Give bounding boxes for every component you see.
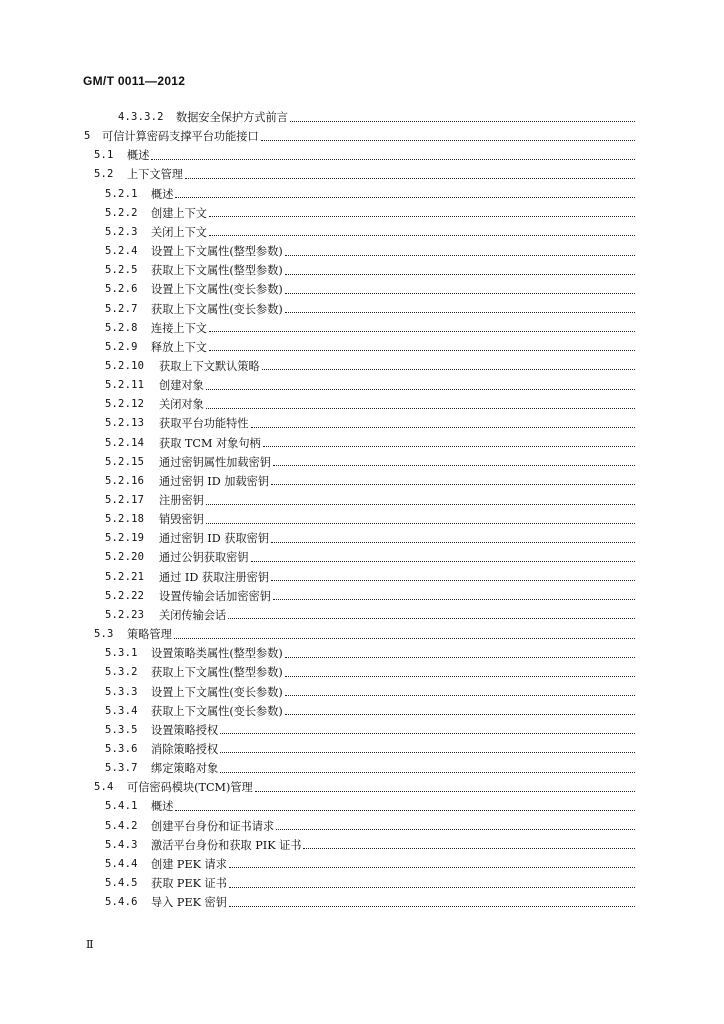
toc-entry[interactable] [105,357,635,376]
toc-entry-number: 5.2.5 [105,264,138,277]
toc-entry-title: 创建平台身份和证书请求 [151,819,275,833]
toc-dot-leader [285,694,635,696]
toc-dot-leader [175,809,635,811]
toc-entry-title: 通过 ID 获取注册密钥 [159,570,270,584]
toc-entry-number: 5.2.19 [105,532,145,545]
toc-entry[interactable] [94,165,635,184]
toc-entry-title: 设置上下文属性(变长参数) [151,685,283,699]
toc-entry-title: 设置上下文属性(整型参数) [151,245,283,259]
toc-entry-title: 概述 [151,187,174,201]
toc-entry[interactable] [118,108,635,127]
toc-entry[interactable] [105,414,635,433]
toc-entry-title: 获取平台功能特性 [159,417,249,431]
toc-entry[interactable] [105,434,635,453]
toc-entry[interactable] [105,568,635,587]
toc-entry-number: 5.2.6 [105,283,138,296]
toc-entry-number: 5.3.3 [105,685,138,698]
toc-entry[interactable] [105,223,635,242]
toc-entry-title: 创建 PEK 请求 [151,857,227,871]
toc-entry-title: 获取上下文属性(变长参数) [151,704,283,718]
toc-entry[interactable] [105,242,635,261]
toc-entry-number: 5.4.6 [105,896,138,909]
toc-dot-leader [220,771,635,773]
toc-dot-leader [229,905,635,907]
toc-entry[interactable] [105,874,635,893]
toc-entry-title: 获取上下文属性(变长参数) [151,302,283,316]
document-code: GM/T 0011—2012 [83,74,186,88]
toc-dot-leader [261,139,635,141]
toc-entry-title: 设置传输会话加密密钥 [159,589,271,603]
toc-entry-number: 5.2.23 [105,608,145,621]
toc-dot-leader [271,541,635,543]
toc-entry[interactable] [105,510,635,529]
toc-entry-number: 5 [84,130,91,143]
toc-entry-number: 5.4 [94,781,114,794]
toc-entry[interactable] [105,529,635,548]
toc-entry-number: 5.4.5 [105,877,138,889]
toc-dot-leader [285,656,635,658]
toc-entry-title: 设置策略类属性(整型参数) [151,647,283,661]
toc-entry-title: 消除策略授权 [151,742,219,756]
toc-entry[interactable] [105,472,635,491]
toc-entry[interactable] [105,548,635,567]
toc-entry-title: 概述 [151,800,174,814]
toc-dot-leader [174,637,635,639]
toc-dot-leader [273,464,635,466]
toc-entry-number: 5.2.21 [105,570,145,583]
toc-dot-leader [290,120,635,122]
toc-entry[interactable] [105,453,635,472]
toc-dot-leader [276,828,635,830]
toc-entry-number: 5.4.3 [105,838,138,851]
toc-entry-title: 通过密钥 ID 获取密钥 [159,532,270,546]
toc-entry-title: 策略管理 [127,628,172,642]
toc-dot-leader [206,388,635,390]
toc-entry-title: 通过密钥属性加载密钥 [159,455,271,469]
toc-dot-leader [285,311,635,313]
toc-entry[interactable] [105,491,635,510]
toc-entry-number: 5.2.3 [105,225,138,238]
toc-dot-leader [175,196,635,198]
toc-entry-number: 5.3.4 [105,704,138,717]
toc-entry-number: 5.2.15 [105,455,145,468]
toc-entry[interactable] [105,817,635,836]
toc-dot-leader [229,866,635,868]
toc-entry[interactable] [105,204,635,223]
toc-entry-number: 5.2.17 [105,494,145,506]
toc-dot-leader [271,483,635,485]
toc-entry-number: 5.2.10 [105,359,145,372]
toc-entry-title: 连接上下文 [151,321,207,335]
toc-entry[interactable] [94,778,635,797]
toc-entry-number: 5.1 [94,149,114,162]
toc-dot-leader [209,234,635,236]
toc-dot-leader [209,330,635,332]
toc-entry-number: 5.4.1 [105,800,138,813]
toc-dot-leader [206,407,635,409]
toc-entry-number: 5.2.2 [105,206,138,219]
toc-entry-number: 5.4.2 [105,819,138,832]
toc-dot-leader [209,215,635,217]
toc-entry-number: 5.2.1 [105,187,138,200]
toc-entry-title: 获取上下文属性(整型参数) [151,264,283,278]
toc-entry-title: 导入 PEK 密钥 [151,896,227,910]
toc-dot-leader [229,886,635,888]
toc-dot-leader [220,751,635,753]
toc-entry-title: 可信密码模块(TCM)管理 [127,781,253,795]
toc-entry[interactable] [105,683,635,702]
toc-entry-title: 可信计算密码支撑平台功能接口 [102,130,259,144]
toc-entry-title: 创建对象 [159,379,204,393]
toc-entry[interactable] [105,376,635,395]
toc-entry-title: 关闭传输会话 [159,608,227,622]
toc-entry-title: 获取上下文默认策略 [159,359,260,373]
toc-dot-leader [303,847,635,849]
toc-entry-title: 释放上下文 [151,340,207,354]
toc-entry-title: 销毁密钥 [159,513,204,527]
toc-entry-number: 5.3.7 [105,762,138,775]
toc-entry-title: 关闭对象 [159,398,204,412]
toc-entry[interactable] [94,625,635,644]
toc-dot-leader [285,675,635,677]
toc-entry-number: 5.3.2 [105,666,138,679]
toc-entry-title: 数据安全保护方式前言 [176,111,288,124]
toc-entry[interactable] [105,300,635,319]
toc-entry-number: 5.2.7 [105,302,138,315]
toc-dot-leader [285,254,635,256]
toc-entry[interactable] [105,280,635,299]
toc-entry-title: 激活平台身份和获取 PIK 证书 [151,838,302,852]
toc-dot-leader [206,503,635,505]
toc-entry[interactable] [105,606,635,625]
toc-entry[interactable] [105,855,635,874]
toc-dot-leader [285,713,635,715]
toc-entry-number: 5.3.6 [105,742,138,755]
toc-entry-number: 5.2.8 [105,321,138,334]
toc-entry[interactable] [105,893,635,912]
toc-entry[interactable] [105,261,635,280]
toc-entry-title: 注册密钥 [159,494,204,507]
toc-dot-leader [271,579,635,581]
toc-entry-title: 获取 PEK 证书 [151,877,227,890]
toc-dot-leader [285,292,635,294]
toc-entry-number: 5.2 [94,168,114,181]
toc-entry-number: 5.2.12 [105,398,145,411]
toc-entry[interactable] [105,759,635,778]
toc-dot-leader [228,617,635,619]
toc-entry-number: 5.3.1 [105,647,138,660]
toc-dot-leader [255,790,635,792]
toc-dot-leader [251,560,635,562]
toc-entry[interactable] [94,146,635,165]
toc-entry-number: 5.2.9 [105,340,138,353]
toc-entry-number: 4.3.3.2 [118,111,164,123]
toc-entry[interactable] [105,721,635,740]
toc-entry-title: 关闭上下文 [151,225,207,239]
toc-dot-leader [206,522,635,524]
toc-entry[interactable] [105,185,635,204]
toc-entry-number: 5.2.4 [105,245,138,258]
toc-entry-number: 5.2.16 [105,474,145,487]
toc-entry[interactable] [105,797,635,816]
toc-entry-number: 5.2.11 [105,379,145,392]
toc-entry[interactable] [105,395,635,414]
toc-entry-title: 通过公钥获取密钥 [159,551,249,565]
toc-entry-title: 绑定策略对象 [151,762,219,776]
toc-dot-leader [273,598,635,600]
toc-entry[interactable] [105,702,635,721]
toc-entry-title: 设置上下文属性(变长参数) [151,283,283,297]
toc-entry[interactable] [105,663,635,682]
toc-dot-leader [251,426,635,428]
toc-dot-leader [285,273,635,275]
toc-entry-number: 5.3.5 [105,723,138,736]
toc-entry[interactable] [105,338,635,357]
toc-entry-number: 5.2.13 [105,417,145,430]
toc-entry-title: 通过密钥 ID 加载密钥 [159,474,270,488]
toc-entry-title: 创建上下文 [151,206,207,220]
toc-entry[interactable] [105,740,635,759]
toc-entry[interactable] [84,127,635,146]
toc-dot-leader [220,732,635,734]
toc-entry-number: 5.4.4 [105,857,138,870]
toc-dot-leader [151,158,635,160]
toc-dot-leader [262,368,635,370]
toc-entry-title: 获取 TCM 对象句柄 [159,436,261,450]
toc-entry-number: 5.2.20 [105,551,145,564]
toc-entry-number: 5.3 [94,628,114,641]
toc-dot-leader [209,349,635,351]
toc-dot-leader [185,177,635,179]
toc-entry-title: 设置策略授权 [151,723,219,737]
toc-entry-title: 概述 [127,149,150,163]
toc-entry[interactable] [105,587,635,606]
toc-entry-number: 5.2.14 [105,436,145,449]
toc-entry[interactable] [105,319,635,338]
page-number: Ⅱ [86,938,94,951]
toc-entry-title: 获取上下文属性(整型参数) [151,666,283,680]
toc-dot-leader [263,445,635,447]
toc-entry[interactable] [105,836,635,855]
toc-entry-title: 上下文管理 [127,168,183,182]
toc-entry[interactable] [105,644,635,663]
toc-entry-number: 5.2.18 [105,513,145,526]
toc-entry-number: 5.2.22 [105,589,145,602]
